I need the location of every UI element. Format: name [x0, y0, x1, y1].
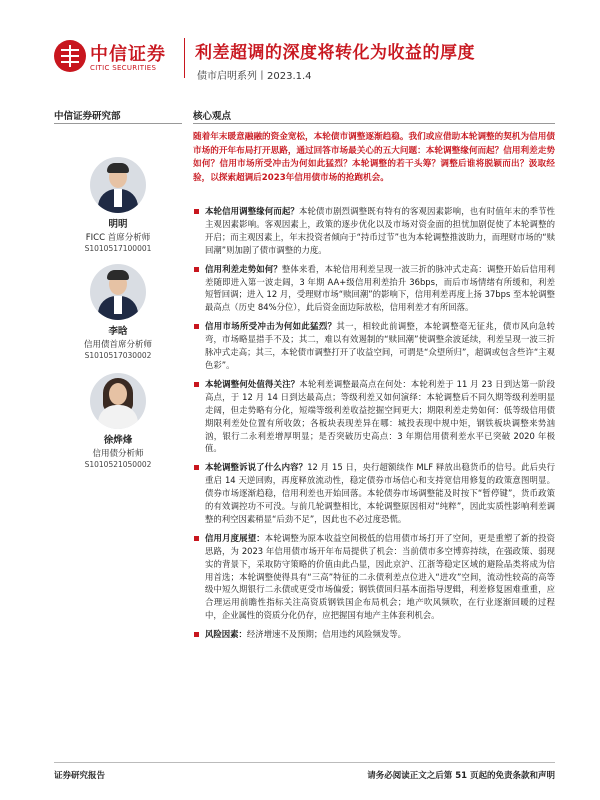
analyst-license-id: S1010517030002	[84, 351, 152, 360]
key-point-item	[193, 532, 555, 622]
key-point-item	[193, 205, 555, 257]
key-point-item	[193, 628, 555, 641]
analyst-role: 信用债分析师	[92, 449, 144, 459]
key-point-item	[193, 461, 555, 526]
research-institute-label: 中信证券研究部	[54, 111, 121, 122]
citic-logo	[54, 40, 189, 80]
key-point-heading: 本轮调整何处值得关注？	[205, 378, 300, 389]
analyst-name: 明明	[108, 219, 128, 230]
analyst-role: FICC 首席分析师	[85, 233, 151, 243]
bullet-square-icon	[194, 324, 199, 329]
bullet-square-icon	[194, 267, 199, 272]
bullet-square-icon	[194, 465, 199, 470]
key-point-item	[193, 263, 555, 315]
bullet-square-icon	[194, 632, 199, 637]
key-point-heading: 本轮调整诉说了什么内容？	[205, 462, 308, 473]
bullet-square-icon	[194, 382, 199, 387]
key-points-summary: 随着年末暖意融融的资金宽松，本轮债市调整逐渐趋稳。我们或应借助本轮调整的契机为信用债市场的开年布局打开思路，通过回答市场最关心的五大问题：本轮调整缘何而起？信用利差走势如何？信用市场所受冲击为何如此猛烈？本轮调整的若干头筹？调整后谁将脱颖而出？汲取经验，以探索超调后2023年信用债市场的抢跑机会。	[193, 132, 555, 183]
logo-chinese-name: 中信证券	[90, 44, 166, 65]
key-point-item	[193, 320, 555, 372]
analyst-avatar	[90, 264, 146, 320]
analyst-card	[54, 157, 182, 253]
footer-disclaimer: 请务必阅读正文之后第 51 页起的免责条款和声明	[367, 771, 555, 781]
main-rule	[193, 123, 555, 124]
key-point-text: 本轮调整为原本收益空间极低的信用债市场打开了空间，更是重塑了新的投资思路，为 2023 年信用债市场开年布局提供了机会：当前债市多空博弈持续，在强政策、弱现实的背景下，采取防守策略的价值由此凸显，因此京沪、江浙等稳定区域的避险品类将成为信用首选；本轮调整使得具有“三高”特征的二永债利差点位进入“进攻”空间，流动性较高的高等级中短久期银行二永债或更受市场偏爱；钢铁债回归基本面指导逻辑，利差修复困难重重，应合理运用前瞻性指标关注高资质钢铁国企布局机会；地产吹风频吹，在行业逐渐回暖的过程中，企业属性的资质分化仍存，应把握国有地产主体套利机会。	[205, 532, 556, 621]
report-series-date: 债市启明系列丨2023.1.4	[197, 71, 312, 82]
analyst-name: 徐烨烽	[103, 435, 133, 446]
citic-logo-icon	[54, 40, 86, 72]
analyst-avatar	[90, 373, 146, 429]
key-point-text: 本轮利差调整最高点在何处：本轮利差于 11 月 23 日到达第一阶段高点，于 12 月 14 日到达最高点；等级利差又如何演绎：本轮调整后不同久期等级利差明显走阔，但走势略有分化，短端等级利差收益挖掘空间更大；期限利差走势如何：低等级信用债期限利差处位置有所收敛；各板块表现差异在哪：城投表现中规中矩，钢铁板块调整来势汹汹，银行二永利差增厚明显；是否突破历史高点：3 年期信用债利差水平已突破 2020 年极值。	[205, 378, 555, 454]
footer-rule	[54, 762, 555, 763]
key-point-heading: 信用月度展望：	[205, 532, 265, 543]
section-title: 核心观点	[193, 111, 232, 122]
analyst-role: 信用债首席分析师	[83, 340, 152, 350]
key-point-heading: 本轮信用调整缘何而起？	[205, 206, 299, 216]
key-point-text: 整体来看，本轮信用利差呈现一波三折的脉冲式走高：调整开始后信用利差随即进入第一波走阔，3 年期 AA+级信用利差抬升 36bps，而后市场情绪有所缓和，利差短暂回调；进入 12 月，受理财市场“赎回潮”的影响下，信用利差再度上扬 37bps 至本轮调整最高点（历史 84%分位），此后资金面边际放松，信用利差才有所回落。	[205, 263, 556, 313]
logo-english-name: CITIC SECURITIES	[90, 64, 157, 72]
report-title: 利差超调的深度将转化为收益的厚度	[195, 43, 475, 63]
key-points-list	[193, 205, 555, 647]
key-point-text: 经济增速不及预期；信用违约风险频发等。	[246, 629, 406, 640]
key-point-text: 12 月 15 日，央行超额续作 MLF 释放出稳货币的信号。此后央行重启 14 天逆回购，再度释放流动性，稳定债券市场信心和支持宽信用修复的政策意图明显。债券市场逐渐趋稳，信用利差也开始回落。本轮债券市场调整能及时按下“暂停键”，货币政策的有效调控功不可没。与前几轮调整相比，本轮调整原因相对“纯粹”，因此实质性影响利差调整的利空因素稍显“后劲不足”，因此也不必过度恐慌。	[205, 462, 555, 524]
analyst-card	[54, 264, 182, 360]
key-point-text: 其一，相较此前调整，本轮调整毫无征兆，债市风向急转弯，市场略显措手不及；其二，难以有效遏制的“赎回潮”使调整余波延续，利差呈现一波三折脉冲式走高；其三，本轮债市调整打开了收益空间，可谓是“众望所归”，超调或包含些许“主观色彩”。	[205, 321, 556, 370]
bullet-square-icon	[194, 209, 199, 214]
analyst-avatar	[90, 157, 146, 213]
header-divider	[184, 38, 185, 78]
key-point-heading: 信用利差走势如何？	[205, 263, 282, 274]
footer-report-type: 证券研究报告	[54, 771, 106, 781]
analyst-license-id: S1010521050002	[84, 460, 152, 469]
bullet-square-icon	[194, 536, 199, 541]
analyst-name: 李晗	[108, 326, 128, 337]
key-point-heading: 信用市场所受冲击为何如此猛烈？	[205, 321, 337, 332]
key-point-text: 本轮债市剧烈调整既有特有的客观因素影响，也有时值年末的季节性主观因素影响。客观因素上，政策的逐步优化以及市场对资金面的担忧加剧促使了本轮调整的开启；而主观因素上，年末投资者倾向于“持币过节”也为本轮调整推波助力，而理财市场的“赎回潮”则加剧了债市调整的力度。	[205, 206, 556, 255]
key-point-heading: 风险因素：	[205, 629, 247, 640]
key-point-item	[193, 378, 555, 455]
analyst-card	[54, 373, 182, 469]
sidebar-rule	[54, 123, 182, 124]
analyst-license-id: S1010517100001	[84, 244, 152, 253]
